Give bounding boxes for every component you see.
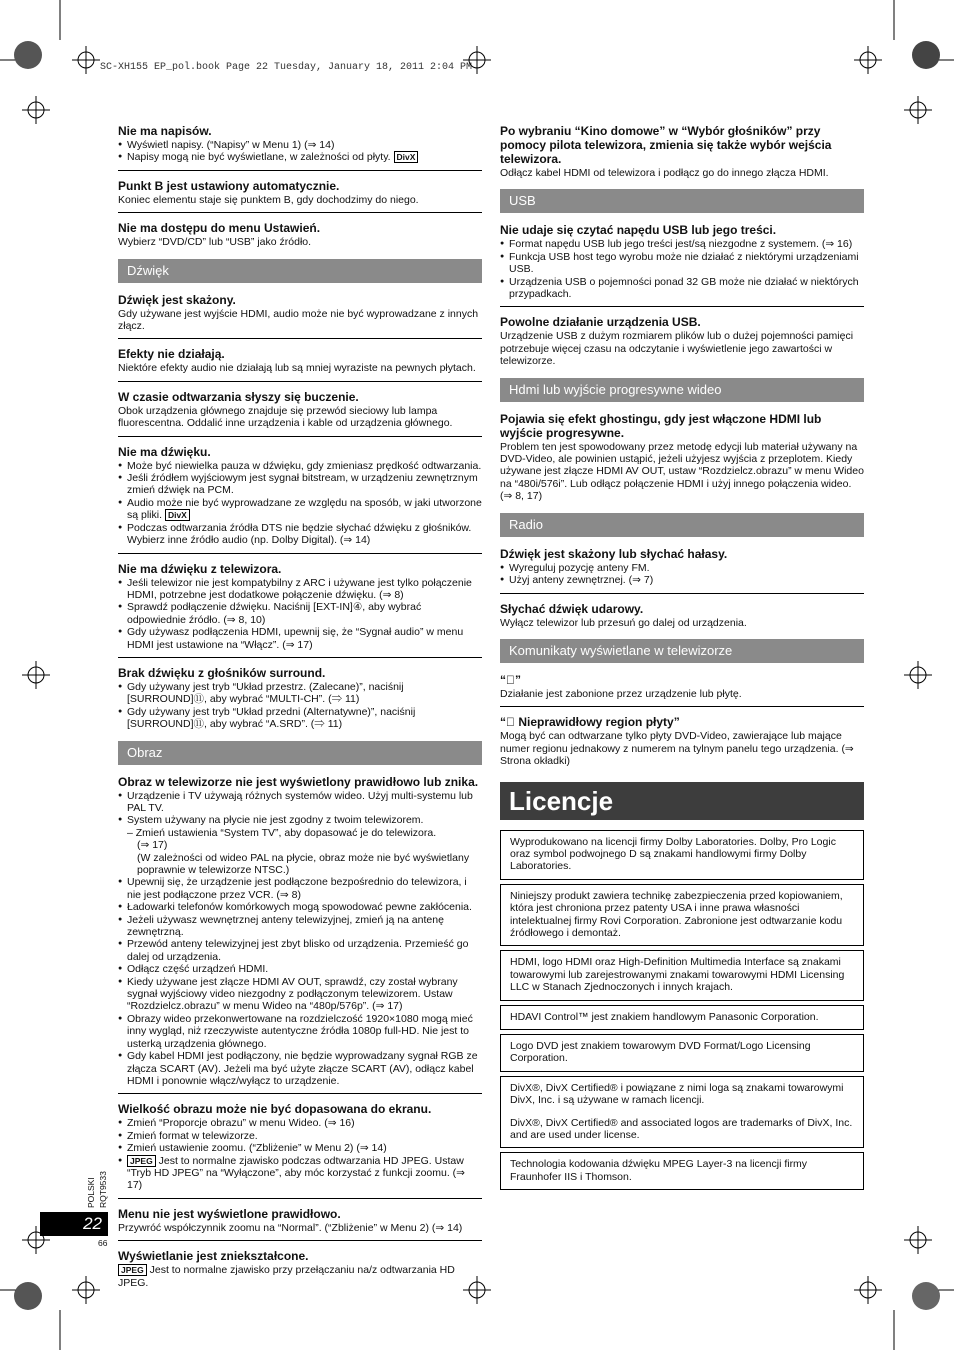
issue-menu-wyswietlone: Menu nie jest wyświetlone prawidłowo. Przywróć współczynnik zoomu na “Normal”. (“Zbliżenie” w Menu 2) (⇒ 14) (118, 1203, 482, 1241)
list-item: ● Urządzenie i TV używają różnych systemów wideo. Użyj multi-systemu lub PAL TV. (127, 790, 482, 815)
list-item: ● Kiedy używane jest złącze HDMI AV OUT, sprawdź, czy został wybrany sygnał wyjściowy video niezgodny z podłączonym telewizorem. Ustaw “Rozdzielcz.obrazu” w menu Wideo na “480p/576p”. (⇒ 17) (127, 976, 482, 1013)
divx-badge: DivX (165, 509, 190, 521)
divx-badge: DivX (394, 151, 419, 163)
list-item: ● Odłącz część urządzeń HDMI. (127, 963, 482, 975)
list-item: ● Wyświetl napisy. (“Napisy” w Menu 1) (⇒ 14) (127, 139, 482, 151)
list-item: ● Format napędu USB lub jego treści jest/są niezgodne z systemem. (⇒ 16) (509, 238, 864, 250)
section-heading-hdmi: Hdmi lub wyjście progresywne wideo (500, 378, 864, 402)
issue-nie-ma-dzwieku: Nie ma dźwięku. ● Może być niewielka pauza w dźwięku, gdy zmieniasz prędkość odtwarzania. ● Jeśli źródłem wyjściowym jest sygnał bitstream, w urządzeniu zewnętrznym zmień dźwięk na PCM. ● Audio może nie być wyprowadzane ze względu na sposób, w jaki utworzone są pliki. DivX ● Podczas odtwarzania źródła DTS nie będzie słychać dźwięku z głośników. Wybierz inne źródło audio (np. Dolby Digital). (⇒ 14) (118, 441, 482, 554)
list-item: ● Ładowarki telefonów komórkowych mogą spowodować pewne zakłócenia. (127, 901, 482, 913)
file-header: SC-XH155 EP_pol.book Page 22 Tuesday, January 18, 2011 2:04 PM (100, 62, 473, 73)
language-label: POLSKI (86, 1177, 96, 1208)
list-item: ● Jeśli telewizor nie jest kompatybilny z ARC i używane jest tylko połączenie HDMI, potrzebne jest dodatkowe połączenie dźwięku. (⇒ 8) (127, 577, 482, 602)
license-hdmi: HDMI, logo HDMI oraz High-Definition Multimedia Interface są znakami towarowymi lub zarejestrowanymi znakami towarowymi HDMI Licensing LLC w Stanach Zjednoczonych i innych krajach. (500, 950, 864, 1000)
issue-napisy: Nie ma napisów. ● Wyświetl napisy. (“Napisy” w Menu 1) (⇒ 14) ● Napisy mogą nie być wyświetlane, w zależności od płyty. DivX (118, 120, 482, 171)
list-item: ● Obrazy wideo przekonwertowane na rozdzielczość 1920×1080 mogą mieć inny wygląd, niż rzeczywiste autentyczne źródła 1080p full-HD. Nie jest to usterką urządzenia głównego. (127, 1013, 482, 1050)
message-region: “⃠ Nieprawidłowy region płyty” Mogą być can odtwarzane tylko płyty DVD-Video, zawierające lub mające numer regionu jednakowy z numerem na tylnym panelu tego urządzenia. (⇒ Strona okładki) (500, 715, 854, 768)
section-heading-komunikaty: Komunikaty wyświetlane w telewizorze (500, 639, 864, 663)
license-dvd: Logo DVD jest znakiem towarowym DVD Format/Logo Licensing Corporation. (500, 1034, 864, 1072)
issue-ghosting: Pojawia się efekt ghostingu, gdy jest włączone HDMI lub wyjście progresywne. Problem ten jest spowodowany przez metodę edycji lub materiał używany na DVD-Video, ale powinien ustąpić, jeżeli użyjesz wyjścia z przeplotem. Kiedy używane jest złącze HDMI AV OUT, ustaw “Rozdzielcz.obrazu” w menu Wideo na “480i/576i”. Lub odłącz połączenie HDMI i użyj innego połączenia wideo. (⇒ 8, 17) (500, 411, 864, 503)
sub-page-number: 66 (98, 1238, 108, 1248)
jpeg-badge: JPEG (118, 1264, 147, 1276)
issue-buczenie: W czasie odtwarzania słyszy się buczenie. Obok urządzenia głównego znajduje się przewód sieciowy lub lampa fluorescentna. Oddalić inne urządzenia i kable od urządzenia głównego. (118, 386, 482, 437)
issue-usb-powolne: Powolne działanie urządzenia USB. Urządzenie USB z dużym rozmiarem plików lub o dużej pojemności pamięci potrzebuje więcej czasu na odczytanie i wyświetlenie jego zawartości w telewizorze. (500, 315, 854, 368)
list-item: ● System używany na płycie nie jest zgodny z twoim telewizorem. (127, 814, 482, 826)
message-prohibited: “⃠” Działanie jest zabonione przez urządzenie lub płytę. (500, 669, 864, 707)
list-item: ● Może być niewielka pauza w dźwięku, gdy zmieniasz prędkość odtwarzania. (127, 460, 482, 472)
license-rovi: Niniejszy produkt zawiera technikę zabezpieczenia przed kopiowaniem, która jest chroniona przez patenty USA i inne prawa własności intelektualnej firmy Rovi Corporation. Zabronione jest odtwarzanie kodu źródłowego i demontaż. (500, 884, 864, 947)
page-number: 22 (40, 1212, 108, 1236)
list-item: ● JPEG Jest to normalne zjawisko podczas odtwarzania HD JPEG. Ustaw “Tryb HD JPEG” na “Wyłączone”, aby móc korzystać z funkcji zoomu. (⇒ 17) (127, 1155, 482, 1192)
section-heading-obraz: Obraz (118, 741, 482, 765)
issue-radio-halasy: Dźwięk jest skażony lub słychać hałasy. ● Wyreguluj pozycję anteny FM. ● Użyj anteny zewnętrznej. (⇒ 7) (500, 543, 864, 594)
list-item: ● Jeżeli używasz wewnętrznej anteny telewizyjnej, zmień ją na antenę zewnętrzną. (127, 914, 482, 939)
issue-efekty: Efekty nie działają. Niektóre efekty audio nie działają lub są mniej wyraziste na pewnych płytach. (118, 343, 482, 381)
issue-radio-udarowy: Słychać dźwięk udarowy. Wyłącz telewizor lub przesuń go dalej od urządzenia. (500, 601, 747, 629)
list-item: ● Podczas odtwarzania źródła DTS nie będzie słychać dźwięku z głośników. Wybierz inne źródło audio (np. Dolby Digital). (⇒ 14) (127, 522, 482, 547)
right-column (500, 120, 864, 1194)
license-divx: DivX®, DivX Certified® i powiązane z nimi loga są znakami towarowymi DivX, Inc. i są używane w ramach licencji. DivX®, DivX Certified® and associated logos are trademarks of DivX, Inc. and are used under license. (500, 1076, 864, 1149)
jpeg-badge: JPEG (127, 1155, 156, 1167)
list-item: ● Gdy używany jest tryb “Układ przedni (Alternatywne)”, naciśnij [SURROUND]⑪, aby wybrać “A.SRD”. (⇒ 11) (127, 706, 482, 731)
issue-menu: Nie ma dostępu do menu Ustawień. Wybierz “DVD/CD” lub “USB” jako źródło. (118, 221, 321, 249)
list-item: ● Zmień format w telewizorze. (127, 1130, 482, 1142)
list-item: ● Funkcja USB host tego wyrobu może nie działać z niektórymi urządzeniami USB. (509, 251, 864, 276)
issue-surround: Brak dźwięku z głośników surround. ● Gdy używany jest tryb “Układ przestrz. (Zalecane)”, naciśnij [SURROUND]⑪, aby wybrać “MULTI-CH”. (⇒ 11) ● Gdy używany jest tryb “Układ przedni (Alternatywne)”, naciśnij [SURROUND]⑪, aby wybrać “A.SRD”. (⇒ 11) (118, 662, 482, 737)
section-heading-radio: Radio (500, 513, 864, 537)
issue-wielkosc: Wielkość obrazu może nie być dopasowana do ekranu. ● Zmień “Proporcje obrazu” w menu Wideo. (⇒ 16) ● Zmień format w telewizorze. ● Zmień ustawienie zoomu. (“Zbliżenie” w Menu 2) (⇒ 14) ● JPEG Jest to normalne zjawisko podczas odtwarzania HD JPEG. Ustaw “Tryb HD JPEG” na “Wyłączone”, aby móc korzystać z funkcji zoomu. (⇒ 17) (118, 1098, 482, 1198)
issue-kino: Po wybraniu “Kino domowe” w “Wybór głośników” przy pomocy pilota telewizora, zmienia się także wybór wejścia telewizora. Odłącz kabel HDMI od telewizora i podłącz go do innego złącza HDMI. (500, 124, 832, 179)
list-item: ● Upewnij się, że urządzenie jest podłączone bezpośrednio do telewizora, i nie jest podłączone przez VCR. (⇒ 8) (127, 876, 482, 901)
document-code: RQT9533 (98, 1171, 108, 1208)
list-subitem: (W zależności od wideo PAL na płycie, obraz może nie być wyświetlany poprawnie w telewizorze NTSC.) (137, 851, 470, 876)
issue-usb-czytac: Nie udaje się czytać napędu USB lub jego treści. ● Format napędu USB lub jego treści jest/są niezgodne z systemem. (⇒ 16) ● Funkcja USB host tego wyrobu może nie działać z niektórymi urządzeniami USB. ● Urządzenia USB o pojemności ponad 32 GB może nie działać w niektórych przypadkach. (500, 219, 864, 307)
issue-telewizor: Nie ma dźwięku z telewizora. ● Jeśli telewizor nie jest kompatybilny z ARC i używane jest tylko połączenie HDMI, potrzebne jest dodatkowe połączenie dźwięku. (⇒ 8) ● Sprawdź podłączenie dźwięku. Naciśnij [EXT-IN]④, aby wybrać odpowiednie źródło. (⇒ 8, 10) ● Gdy używasz podłączenia HDMI, upewnij się, że “Sygnał audio” w menu HDMI jest ustawione na “Włącz”. (⇒ 17) (118, 558, 482, 658)
left-column (118, 120, 482, 1299)
license-dolby: Wyprodukowano na licencji firmy Dolby Laboratories. Dolby, Pro Logic oraz symbol podwojnego D są znakami handlowymi firmy Dolby Laboratories. (500, 830, 864, 880)
licencje-heading: Licencje (500, 782, 864, 820)
list-item: ● Sprawdź podłączenie dźwięku. Naciśnij [EXT-IN]④, aby wybrać odpowiednie źródło. (⇒ 8, 10) (127, 601, 482, 626)
issue-skazony: Dźwięk jest skażony. Gdy używane jest wyjście HDMI, audio może nie być wyprowadzane z innych złącz. (118, 289, 482, 340)
list-item: ● Audio może nie być wyprowadzane ze względu na sposób, w jaki utworzone są pliki. DivX (127, 497, 482, 522)
list-item: ● Zmień ustawienie zoomu. (“Zbliżenie” w Menu 2) (⇒ 14) (127, 1142, 482, 1154)
section-heading-dzwiek: Dźwięk (118, 259, 482, 283)
list-item: ● Gdy kabel HDMI jest podłączony, nie będzie wyprowadzany sygnał RGB ze złącza SCART (AV). Jeżeli ma być użyte złącze SCART (AV), odłącz kabel HDMI i ponownie włącz/wyłącz to urządzenie. (127, 1050, 482, 1087)
list-item: ● Wyreguluj pozycję anteny FM. (509, 562, 864, 574)
list-item: ● Napisy mogą nie być wyświetlane, w zależności od płyty. DivX (127, 151, 482, 163)
list-item: ● Użyj anteny zewnętrznej. (⇒ 7) (509, 574, 864, 586)
list-item: ● Zmień “Proporcje obrazu” w menu Wideo. (⇒ 16) (127, 1117, 482, 1129)
list-item: ● Przewód anteny telewizyjnej jest zbyt blisko od urządzenia. Przemieść go dalej od urządzenia. (127, 938, 482, 963)
section-heading-usb: USB (500, 189, 864, 213)
issue-znieksztalcone: Wyświetlanie jest zniekształcone. JPEG Jest to normalne zjawisko przy przełączaniu na/z odtwarzania HD JPEG. (118, 1249, 455, 1289)
list-item: ● Gdy używasz podłączenia HDMI, upewnij się, że “Sygnał audio” w menu HDMI jest ustawione na “Włącz”. (⇒ 17) (127, 626, 482, 651)
license-mpeg: Technologia kodowania dźwięku MPEG Layer-3 na licencji firmy Fraunhofer IIS i Thomson. (500, 1152, 864, 1190)
issue-punkt-b: Punkt B jest ustawiony automatycznie. Koniec elementu staje się punktem B, gdy dochodzimy do niego. (118, 175, 482, 213)
list-item: ● Jeśli źródłem wyjściowym jest sygnał bitstream, w urządzeniu zewnętrznym zmień dźwięk na PCM. (127, 472, 482, 497)
list-item: ● Gdy używany jest tryb “Układ przestrz. (Zalecane)”, naciśnij [SURROUND]⑪, aby wybrać “MULTI-CH”. (⇒ 11) (127, 681, 482, 706)
list-subitem: – Zmień ustawienia “System TV”, aby dopasować je do telewizora. (127, 826, 437, 839)
issue-obraz: Obraz w telewizorze nie jest wyświetlony prawidłowo lub znika. ● Urządzenie i TV używają różnych systemów wideo. Użyj multi-systemu lub PAL TV. ● System używany na płycie nie jest zgodny z twoim telewizorem. – Zmień ustawienia “System TV”, aby dopasować je do telewizora. (⇒ 17) (W zależności od wideo PAL na płycie, obraz może nie być wyświetlany poprawnie w telewizorze NTSC.) ● Upewnij się, że urządzenie jest podłączone bezpośrednio do telewizora, i nie jest podłączone przez VCR. (⇒ 8) ● Ładowarki telefonów komórkowych mogą spowodować pewne zakłócenia. ● Jeżeli używasz wewnętrznej anteny telewizyjnej, zmień ją na antenę zewnętrzną. ● Przewód anteny telewizyjnej jest zbyt blisko od urządzenia. Przemieść go dalej od urządzenia. ● Odłącz część urządzeń HDMI. ● Kiedy używane jest złącze HDMI AV OUT, sprawdź, czy został wybrany sygnał wyjściowy video niezgodny z podłączonym telewizorem. Ustaw “Rozdzielcz.obrazu” w menu Wideo na “480p/576p”. (⇒ 17) ● Obrazy wideo przekonwertowane na rozdzielczość 1920×1080 mogą mieć inny wygląd, niż rzeczywiste autentyczne źródła 1080p full-HD. Nie jest to usterką urządzenia głównego. ● Gdy kabel HDMI jest podłączony, nie będzie wyprowadzany sygnał RGB ze złącza SCART (AV). Jeżeli ma być użyte złącze SCART (AV), odłącz kabel HDMI i ponownie włącz/wyłącz to urządzenie. (118, 771, 482, 1095)
list-item: ● Urządzenia USB o pojemności ponad 32 GB może nie działać w niektórych przypadkach. (509, 276, 864, 301)
list-subitem: (⇒ 17) (137, 839, 168, 852)
license-hdavi: HDAVI Control™ jest znakiem handlowym Panasonic Corporation. (500, 1005, 864, 1030)
